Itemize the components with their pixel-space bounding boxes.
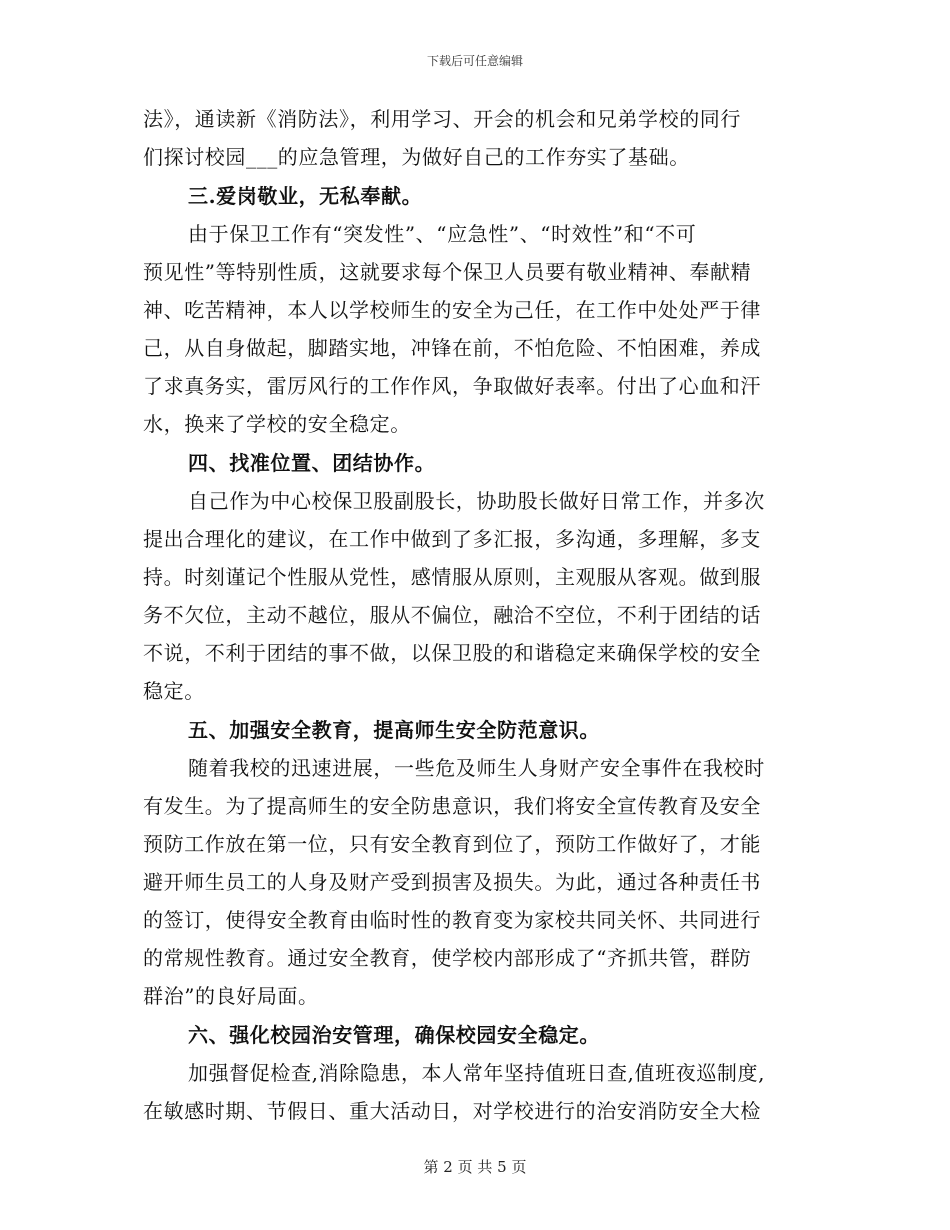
section-heading: 五、加强安全教育，提高师生安全防范意识。 — [188, 718, 600, 742]
paragraph-line: 加强督促检查,消除隐患，本人常年坚持值班日查,值班夜巡制度, — [188, 1061, 766, 1085]
paragraph-line: 预见性”等特别性质，这就要求每个保卫人员要有敬业精神、奉献精 — [143, 260, 752, 284]
paragraph-line: 法》，通读新《消防法》，利用学习、开会的机会和兄弟学校的同行 — [143, 107, 741, 131]
paragraph-line: 预防工作放在第一位，只有安全教育到位了，预防工作做好了，才能 — [143, 832, 761, 856]
paragraph-line: 随着我校的迅速进展，一些危及师生人身财产安全事件在我校时 — [188, 756, 765, 780]
section-heading: 六、强化校园治安管理，确保校园安全稳定。 — [188, 1023, 600, 1047]
page-footer: 第 2 页 共 5 页 — [423, 1158, 527, 1176]
paragraph-line: 不说，不利于团结的事不做，以保卫股的和谐稳定来确保学校的安全 — [143, 641, 761, 665]
paragraph-line: 了求真务实，雷厉风行的工作作风，争取做好表率。付出了心血和汗 — [143, 374, 761, 398]
page-header: 下载后可任意编辑 — [426, 54, 523, 68]
paragraph-line: 务不欠位，主动不越位，服从不偏位，融洽不空位，不利于团结的话 — [143, 603, 761, 627]
paragraph-line: 在敏感时期、节假日、重大活动日，对学校进行的治安消防安全大检 — [143, 1099, 761, 1123]
paragraph-line: 神、吃苦精神，本人以学校师生的安全为己任，在工作中处处严于律 — [143, 298, 761, 322]
paragraph-line: 持。时刻谨记个性服从党性，感情服从原则，主观服从客观。做到服 — [143, 565, 761, 589]
paragraph-line: 提出合理化的建议，在工作中做到了多汇报，多沟通，多理解，多支 — [143, 527, 761, 551]
document-body — [143, 100, 803, 1130]
paragraph-line: 的常规性教育。通过安全教育，使学校内部形成了“齐抓共管，群防 — [143, 946, 752, 970]
section-heading: 三.爱岗敬业，无私奉献。 — [188, 184, 423, 208]
paragraph-line: 的签订，使得安全教育由临时性的教育变为家校共同关怀、共同进行 — [143, 908, 761, 932]
section-heading: 四、找准位置、团结协作。 — [188, 451, 436, 475]
paragraph-line: 自己作为中心校保卫股副股长，协助股长做好日常工作，并多次 — [188, 489, 765, 513]
paragraph-line: 有发生。为了提高师生的安全防患意识，我们将安全宣传教育及安全 — [143, 794, 761, 818]
paragraph-line: 避开师生员工的人身及财产受到损害及损失。为此，通过各种责任书 — [143, 870, 761, 894]
paragraph-line: 由于保卫工作有“突发性”、“应急性”、“时效性”和“不可 — [188, 222, 697, 246]
paragraph-line: 己，从自身做起，脚踏实地，冲锋在前，不怕危险、不怕困难，养成 — [143, 336, 761, 360]
paragraph-line: 群治”的良好局面。 — [143, 984, 319, 1008]
paragraph-line: 稳定。 — [143, 679, 205, 703]
paragraph-line: 水，换来了学校的安全稳定。 — [143, 412, 411, 436]
paragraph-line: 们探讨校园___的应急管理，为做好自己的工作夯实了基础。 — [143, 145, 690, 169]
